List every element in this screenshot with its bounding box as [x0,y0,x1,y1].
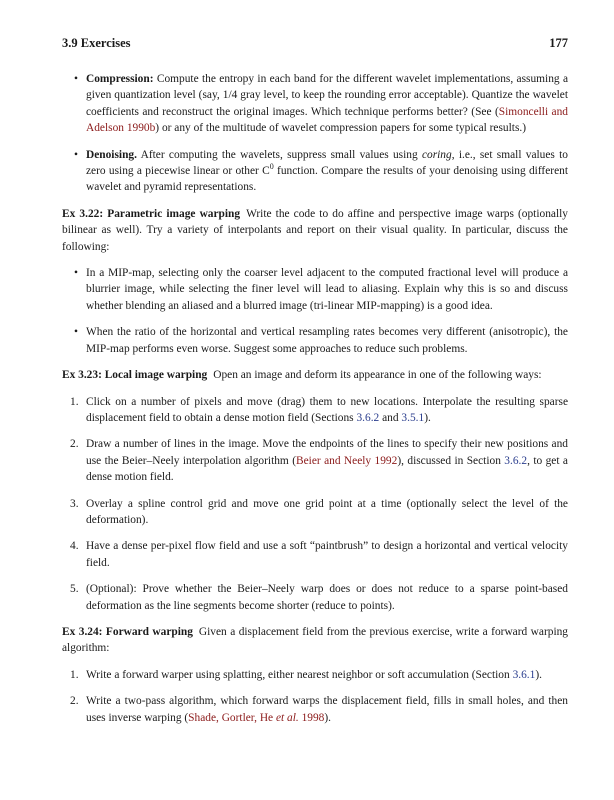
citation-link[interactable]: Beier and Neely 1992 [296,454,398,467]
exercise-text: Given a displacement field from the previous exercise, write a forward warping algorithm: [62,625,569,655]
exercise-title: Ex 3.24: Forward warping [62,625,193,638]
section-link[interactable]: 3.6.1 [512,668,536,681]
item-number: 5. [70,583,79,596]
list-item-denoising [62,147,568,196]
item-number: 3. [70,497,79,510]
superscript: 0 [269,162,274,172]
section-link[interactable]: 3.6.2 [504,454,528,467]
item-number: 1. [70,395,79,408]
bullet-icon: • [74,326,78,339]
text: In a MIP-map, selecting only the coarser level adjacent to the computed fractional level will produce a blurrier image, while selecting the finer level will lead to aliasing. Explain why this is so and discuss whether blending an aliased and a blurred image (tri-linear MIP-mapping) is a good idea. [86,267,568,312]
list-item [62,581,568,614]
text: ) or any of the multitude of wavelet compression papers for some typical results.) [155,122,527,135]
text: Write a forward warper using splatting, either nearest neighbor or soft accumulation (Section [86,668,513,681]
text: ), discussed in Section [397,454,505,467]
text: , i.e., set small values to zero using a piecewise linear or other C [86,148,569,178]
text: Write a two-pass algorithm, which forward warps the displacement field, fills in small holes, and then uses inverse warping ( [86,695,568,724]
list-item [62,538,568,571]
item-number: 2. [70,438,79,451]
term-denoising: Denoising. [86,148,137,161]
item-number: 1. [70,668,79,681]
bullet-icon: • [74,73,78,85]
list-item [62,324,568,357]
exercise-title: Ex 3.23: Local image warping [62,369,208,382]
text: ). [324,711,332,724]
text: When the ratio of the horizontal and vertical resampling rates becomes very different (anisotropic), the MIP-map performs even worse. Suggest some approaches to reduce such problems. [86,326,568,355]
running-header [62,36,568,51]
section-title: 3.9 Exercises [62,36,131,50]
text: Draw a number of lines in the image. Move the endpoints of the lines to specify their new positions and use the Beier–Neely interpolation algorithm ( [86,438,568,467]
bullet-list-3-22 [62,265,568,357]
text: Click on a number of pixels and move (drag) them to new locations. Interpolate the resulting sparse displacement field to obtain a dense motion field (Sections [86,395,568,424]
exercise-3-24 [62,624,568,657]
text: Have a dense per-pixel flow field and use a soft “paintbrush” to design a horizontal and vertical velocity field. [86,540,568,569]
text: ). [535,668,542,681]
list-item [62,496,568,529]
citation-link[interactable]: Simoncelli and Adelson 1990b [86,105,569,135]
text: and [379,411,402,424]
list-item [62,265,568,314]
text: (Optional): Prove whether the Beier–Neely warp does or does not reduce to a sparse point-based deformation as the line segments become shorter (reduce to points). [86,583,568,612]
text: Compute the entropy in each band for the different wavelet implementations, assuming a given quantization level (say, [86,73,568,102]
fraction: 1/4 [222,89,238,102]
section-link[interactable]: 3.6.2 [356,411,380,424]
exercise-title: Ex 3.22: Parametric image warping [62,207,241,220]
exercise-text: Open an image and deform its appearance in one of the following ways: [213,369,542,382]
bullet-icon: • [74,148,78,161]
bullet-list-top [62,71,568,196]
term-compression: Compression: [86,73,154,85]
emphasis: coring [421,148,452,161]
page-number: 177 [549,36,568,50]
citation-link[interactable]: Shade, Gortler, He [188,711,276,724]
list-item [62,667,568,683]
list-item [62,693,568,726]
text: , to get a dense motion field. [86,454,568,484]
citation-link[interactable]: 1998 [298,711,325,724]
item-number: 2. [70,695,79,708]
text: gray level, to keep the rounding error acceptable). Quantize the wavelet coefficients and reconstruct the original images. Which technique performs better? (See ( [86,89,568,118]
item-number: 4. [70,540,79,553]
exercise-text: Write the code to do affine and perspective image warps (optionally bilinear as well). Try a variety of interpolants and report on their visual quality. In particular, discuss the following: [62,207,568,253]
list-item-compression [62,71,568,137]
text: function. Compare the results of your denoising using different wavelet and pyramid representations. [86,165,568,194]
numbered-list-3-23 [62,394,568,614]
section-link[interactable]: 3.5.1 [401,411,425,424]
page [62,36,568,736]
list-item [62,394,568,427]
citation-link[interactable]: et al. [275,711,299,724]
text: Overlay a spline control grid and move one grid point at a time (optionally select the level of the deformation). [86,497,568,526]
numbered-list-3-24 [62,667,568,726]
list-item [62,436,568,485]
exercise-3-23 [62,367,568,383]
bullet-icon: • [74,267,78,280]
text: After computing the wavelets, suppress small values using [136,148,422,161]
exercise-3-22 [62,206,568,255]
text: ). [424,411,431,424]
